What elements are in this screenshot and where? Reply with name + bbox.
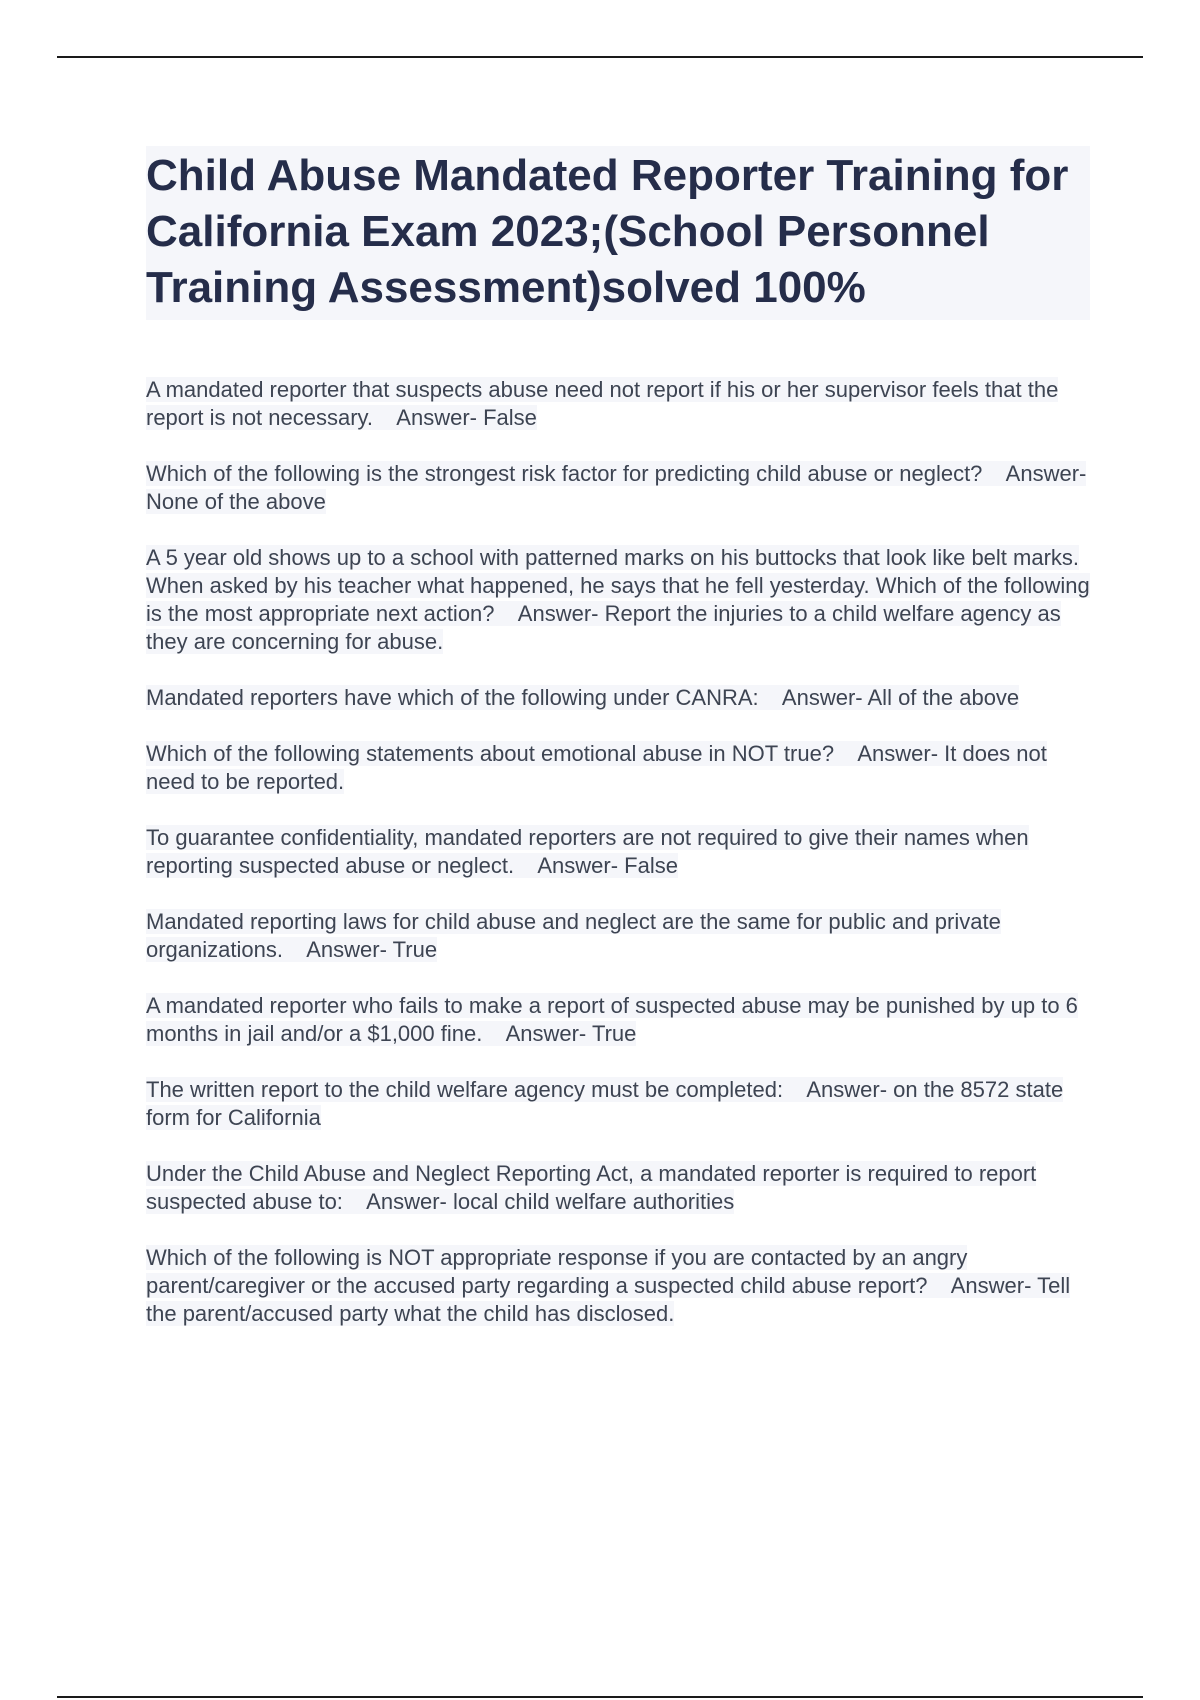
qa-item	[146, 376, 1090, 432]
answer-text: Answer- Tell the parent/accused party what the child has disclosed.	[146, 1273, 1071, 1326]
answer-text: Answer- All of the above	[781, 685, 1020, 710]
title-block	[146, 146, 1090, 320]
answer-text: Answer- False	[396, 405, 537, 430]
question-text: Which of the following is NOT appropriate response if you are contacted by an angry parent/caregiver or the accused party regarding a suspected child abuse report?	[146, 1245, 968, 1298]
answer-text: Answer- on the 8572 state form for California	[146, 1077, 1064, 1130]
qa-item	[146, 1160, 1090, 1216]
qa-item	[146, 740, 1090, 796]
top-rule	[57, 56, 1143, 58]
qa-item	[146, 908, 1090, 964]
qa-item	[146, 684, 1090, 712]
document-body	[146, 146, 1090, 1356]
answer-text: Answer- True	[505, 1021, 637, 1046]
qa-item	[146, 544, 1090, 656]
answer-text: Answer- False	[537, 853, 678, 878]
qa-list	[146, 376, 1090, 1328]
question-text: Mandated reporting laws for child abuse and neglect are the same for public and private organizations.	[146, 909, 1001, 962]
qa-item	[146, 1244, 1090, 1328]
bottom-rule	[57, 1696, 1143, 1698]
answer-text: Answer- None of the above	[146, 461, 1087, 514]
question-text: A 5 year old shows up to a school with patterned marks on his buttocks that look like belt marks. When asked by his teacher what happened, he says that he fell yesterday. Which of the following is the most appropriate next action?	[146, 545, 1090, 626]
question-text: The written report to the child welfare agency must be completed:	[146, 1077, 784, 1102]
answer-text: Answer- True	[306, 937, 438, 962]
answer-text: Answer- local child welfare authorities	[366, 1189, 735, 1214]
qa-item	[146, 460, 1090, 516]
answer-text: Answer- Report the injuries to a child welfare agency as they are concerning for abuse.	[146, 601, 1061, 654]
question-text: Which of the following is the strongest risk factor for predicting child abuse or neglect?	[146, 461, 983, 486]
qa-item	[146, 1076, 1090, 1132]
question-text: To guarantee confidentiality, mandated reporters are not required to give their names when reporting suspected abuse or neglect.	[146, 825, 1029, 878]
document-title: Child Abuse Mandated Reporter Training for California Exam 2023;(School Personnel Training Assessment)solved 100%	[146, 151, 1069, 312]
question-text: A mandated reporter who fails to make a report of suspected abuse may be punished by up to 6 months in jail and/or a $1,000 fine.	[146, 993, 1078, 1046]
question-text: Which of the following statements about emotional abuse in NOT true?	[146, 741, 835, 766]
answer-text: Answer- It does not need to be reported.	[146, 741, 1047, 794]
qa-item	[146, 824, 1090, 880]
question-text: Mandated reporters have which of the following under CANRA:	[146, 685, 759, 710]
qa-item	[146, 992, 1090, 1048]
question-text: Under the Child Abuse and Neglect Reporting Act, a mandated reporter is required to report suspected abuse to:	[146, 1161, 1037, 1214]
question-text: A mandated reporter that suspects abuse need not report if his or her supervisor feels that the report is not necessary.	[146, 377, 1059, 430]
